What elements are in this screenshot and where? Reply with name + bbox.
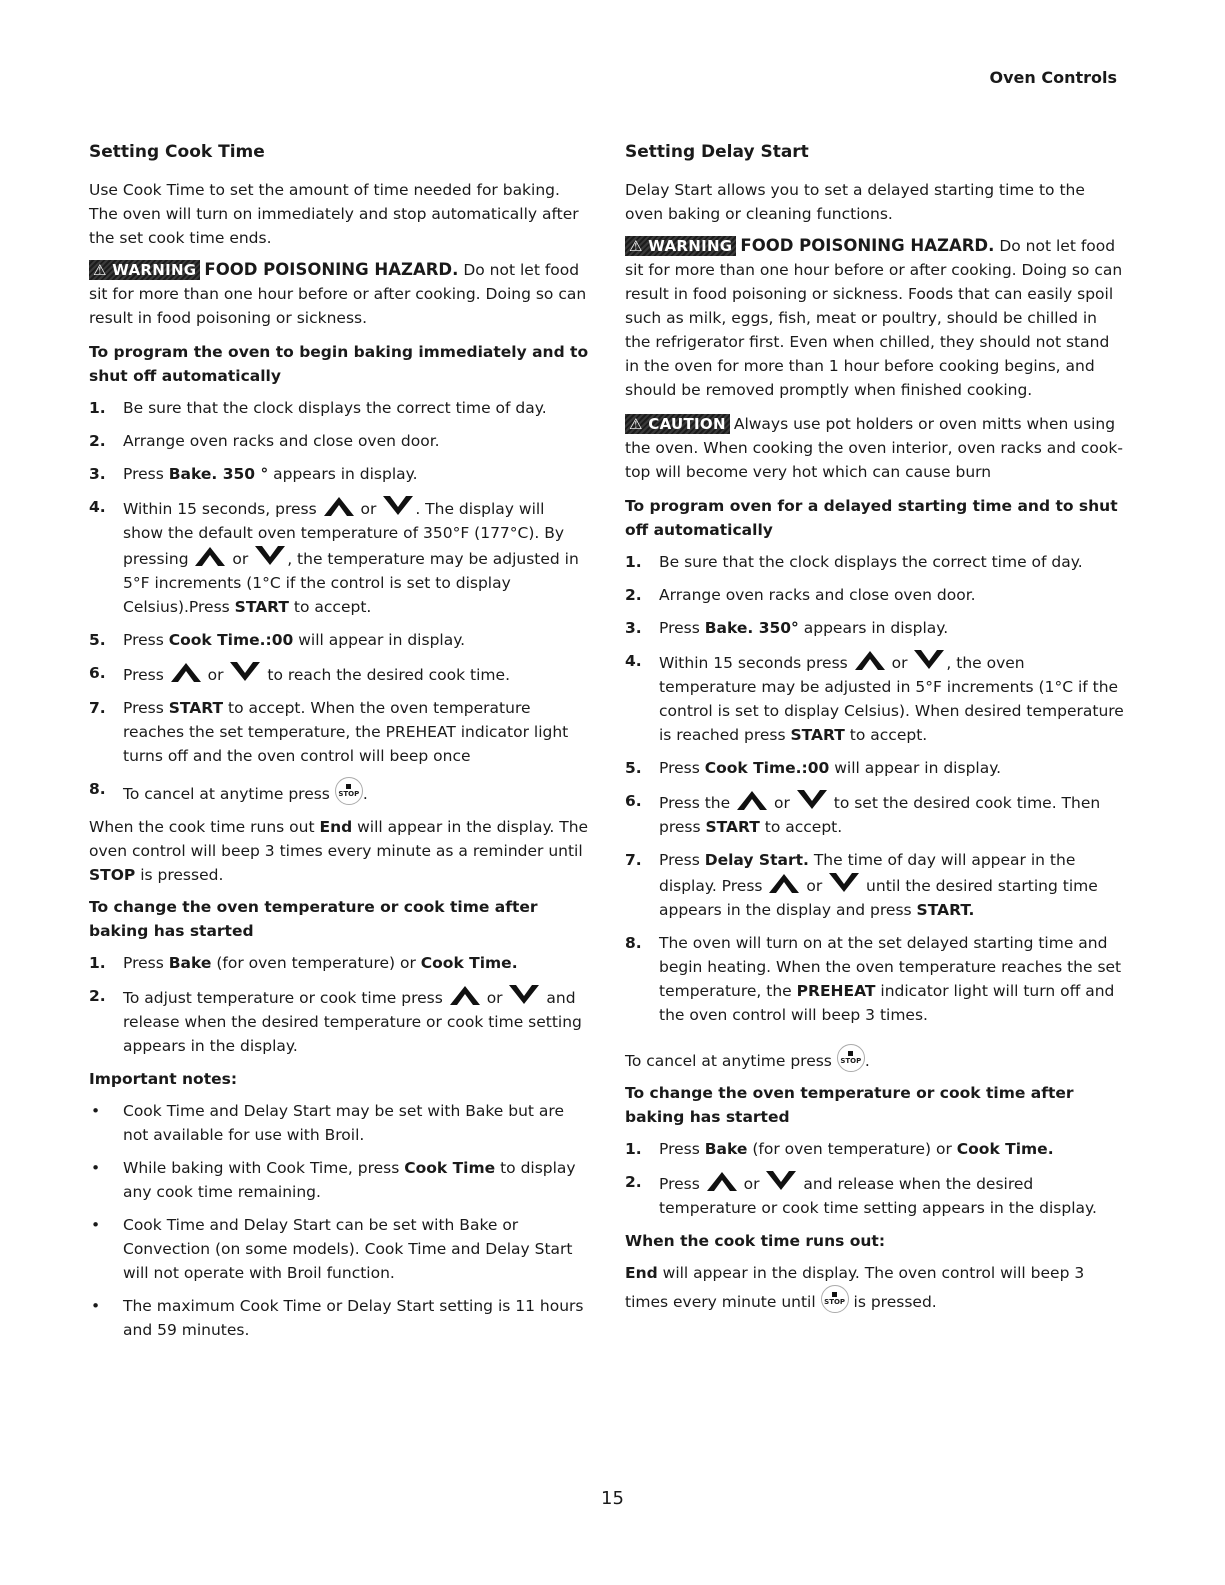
warning-badge: ⚠ WARNING: [89, 260, 200, 280]
list-item: 5. Press Cook Time.:00 will appear in display.: [625, 759, 1002, 777]
notes-list: [89, 1099, 589, 1342]
list-item: 5. Press Cook Time.:00 will appear in display.: [89, 631, 466, 649]
down-arrow-icon: [827, 872, 861, 894]
stop-button-icon: STOP: [335, 777, 363, 805]
list-item: 7. Press START to accept. When the oven temperature reaches the set temperature, the PREHEAT indicator light turns off and the oven control will beep once: [89, 699, 569, 765]
stop-button-icon: STOP: [837, 1044, 865, 1072]
list-item: 8. The oven will turn on at the set delayed starting time and begin heating. When the oven temperature reaches the set temperature, the PREHEAT indicator light will turn off and the oven control will beep 3 times.: [625, 934, 1122, 1024]
list-item: 2. Arrange oven racks and close oven door.: [89, 432, 440, 450]
stop-button-icon: STOP: [821, 1285, 849, 1313]
up-arrow-icon: [853, 649, 887, 671]
list-item: 2. Arrange oven racks and close oven door.: [625, 586, 976, 604]
up-arrow-icon: [193, 545, 227, 567]
left-column: [89, 140, 589, 1351]
list-item: 1. Press Bake (for oven temperature) or Cook Time.: [89, 954, 518, 972]
up-arrow-icon: [705, 1170, 739, 1192]
list-item: 2. Press or and release when the desired temperature or cook time setting appears in the display.: [625, 1170, 1125, 1220]
list-item: • Cook Time and Delay Start may be set with Bake but are not available for use with Broil.: [91, 1102, 564, 1144]
list-item: 4. Within 15 seconds, press or . The display will show the default oven temperature of 350°F (177°C). By pressing or , the temperature may be adjusted in 5°F increments (1°C if the control is set to display Celsius).Press START to accept.: [89, 495, 589, 619]
list-item: 3. Press Bake. 350° appears in display.: [625, 619, 949, 637]
list-item: 4. Within 15 seconds press or , the oven temperature may be adjusted in 5°F increments (1°C if the control is set to display Celsius). When desired temperature is reached press START to accept.: [625, 649, 1125, 747]
steps-list: [89, 396, 589, 806]
subheading: When the cook time runs out:: [625, 1232, 886, 1250]
down-arrow-icon: [253, 545, 287, 567]
steps-list: [625, 1137, 1125, 1220]
cancel-paragraph: To cancel at anytime press STOP .: [625, 1044, 1125, 1073]
subheading: To change the oven temperature or cook time after baking has started: [89, 898, 538, 940]
list-item: 2. To adjust temperature or cook time press or and release when the desired temperature or cook time setting appears in the display.: [89, 984, 589, 1058]
up-arrow-icon: [322, 495, 356, 517]
list-item: 1. Be sure that the clock displays the correct time of day.: [625, 553, 1083, 571]
intro-text: Use Cook Time to set the amount of time needed for baking. The oven will turn on immediately and stop automatically after the set cook time ends.: [89, 181, 579, 247]
down-arrow-icon: [912, 649, 946, 671]
caution-block: ⚠ CAUTION Always use pot holders or oven mitts when using the oven. When cooking the oven interior, oven racks and cook-top will become very hot which can cause burn: [625, 415, 1123, 481]
warning-block: ⚠ WARNING FOOD POISONING HAZARD. Do not let food sit for more than one hour before or after cooking. Doing so can result in food poisoning or sickness. Foods that can easily spoil such as milk, eggs, fish, meat or poultry, should be chilled in the refrigerator first. Even when chilled, they should not stand in the oven for more than 1 hour before cooking begins, and should be removed promptly when finished cooking.: [625, 236, 1123, 399]
subheading: To change the oven temperature or cook time after baking has started: [625, 1084, 1074, 1126]
end-paragraph: When the cook time runs out End will appear in the display. The oven control will beep 3 times every minute as a reminder until STOP is pressed.: [89, 818, 589, 884]
list-item: 8. To cancel at anytime press STOP .: [89, 777, 589, 806]
right-column: [625, 140, 1125, 1322]
list-item: 6. Press the or to set the desired cook time. Then press START to accept.: [625, 789, 1125, 839]
up-arrow-icon: [767, 872, 801, 894]
warning-badge: ⚠ WARNING: [625, 236, 736, 256]
list-item: 7. Press Delay Start. The time of day will appear in the display. Press or until the desired starting time appears in the display and press START.: [625, 851, 1098, 919]
up-arrow-icon: [735, 789, 769, 811]
down-arrow-icon: [381, 495, 415, 517]
down-arrow-icon: [228, 661, 262, 683]
warning-block: ⚠ WARNING FOOD POISONING HAZARD. Do not let food sit for more than one hour before or after cooking. Doing so can result in food poisoning or sickness.: [89, 260, 587, 327]
list-item: 1. Be sure that the clock displays the correct time of day.: [89, 399, 547, 417]
steps-list: [625, 550, 1125, 1027]
section-title: Setting Cook Time: [89, 142, 265, 162]
up-arrow-icon: [448, 984, 482, 1006]
page-number: 15: [601, 1488, 624, 1509]
intro-text: Delay Start allows you to set a delayed starting time to the oven baking or cleaning functions.: [625, 181, 1085, 223]
list-item: 1. Press Bake (for oven temperature) or Cook Time.: [625, 1140, 1054, 1158]
down-arrow-icon: [764, 1170, 798, 1192]
list-item: 6. Press or to reach the desired cook time.: [89, 661, 589, 687]
list-item: • The maximum Cook Time or Delay Start setting is 11 hours and 59 minutes.: [91, 1297, 584, 1339]
steps-list: [89, 951, 589, 1058]
down-arrow-icon: [507, 984, 541, 1006]
subheading: Important notes:: [89, 1070, 238, 1088]
page-header: Oven Controls: [989, 68, 1117, 87]
subheading: To program the oven to begin baking immediately and to shut off automatically: [89, 343, 589, 385]
caution-badge: ⚠ CAUTION: [625, 414, 730, 434]
up-arrow-icon: [169, 661, 203, 683]
section-title: Setting Delay Start: [625, 142, 809, 162]
list-item: 3. Press Bake. 350 ° appears in display.: [89, 465, 418, 483]
subheading: To program oven for a delayed starting time and to shut off automatically: [625, 497, 1118, 539]
list-item: • Cook Time and Delay Start can be set with Bake or Convection (on some models). Cook Time and Delay Start will not operate with Broil function.: [91, 1216, 573, 1282]
list-item: • While baking with Cook Time, press Cook Time to display any cook time remaining.: [91, 1159, 576, 1201]
end-paragraph: End will appear in the display. The oven control will beep 3 times every minute until STOP is pressed.: [625, 1264, 1085, 1311]
down-arrow-icon: [795, 789, 829, 811]
